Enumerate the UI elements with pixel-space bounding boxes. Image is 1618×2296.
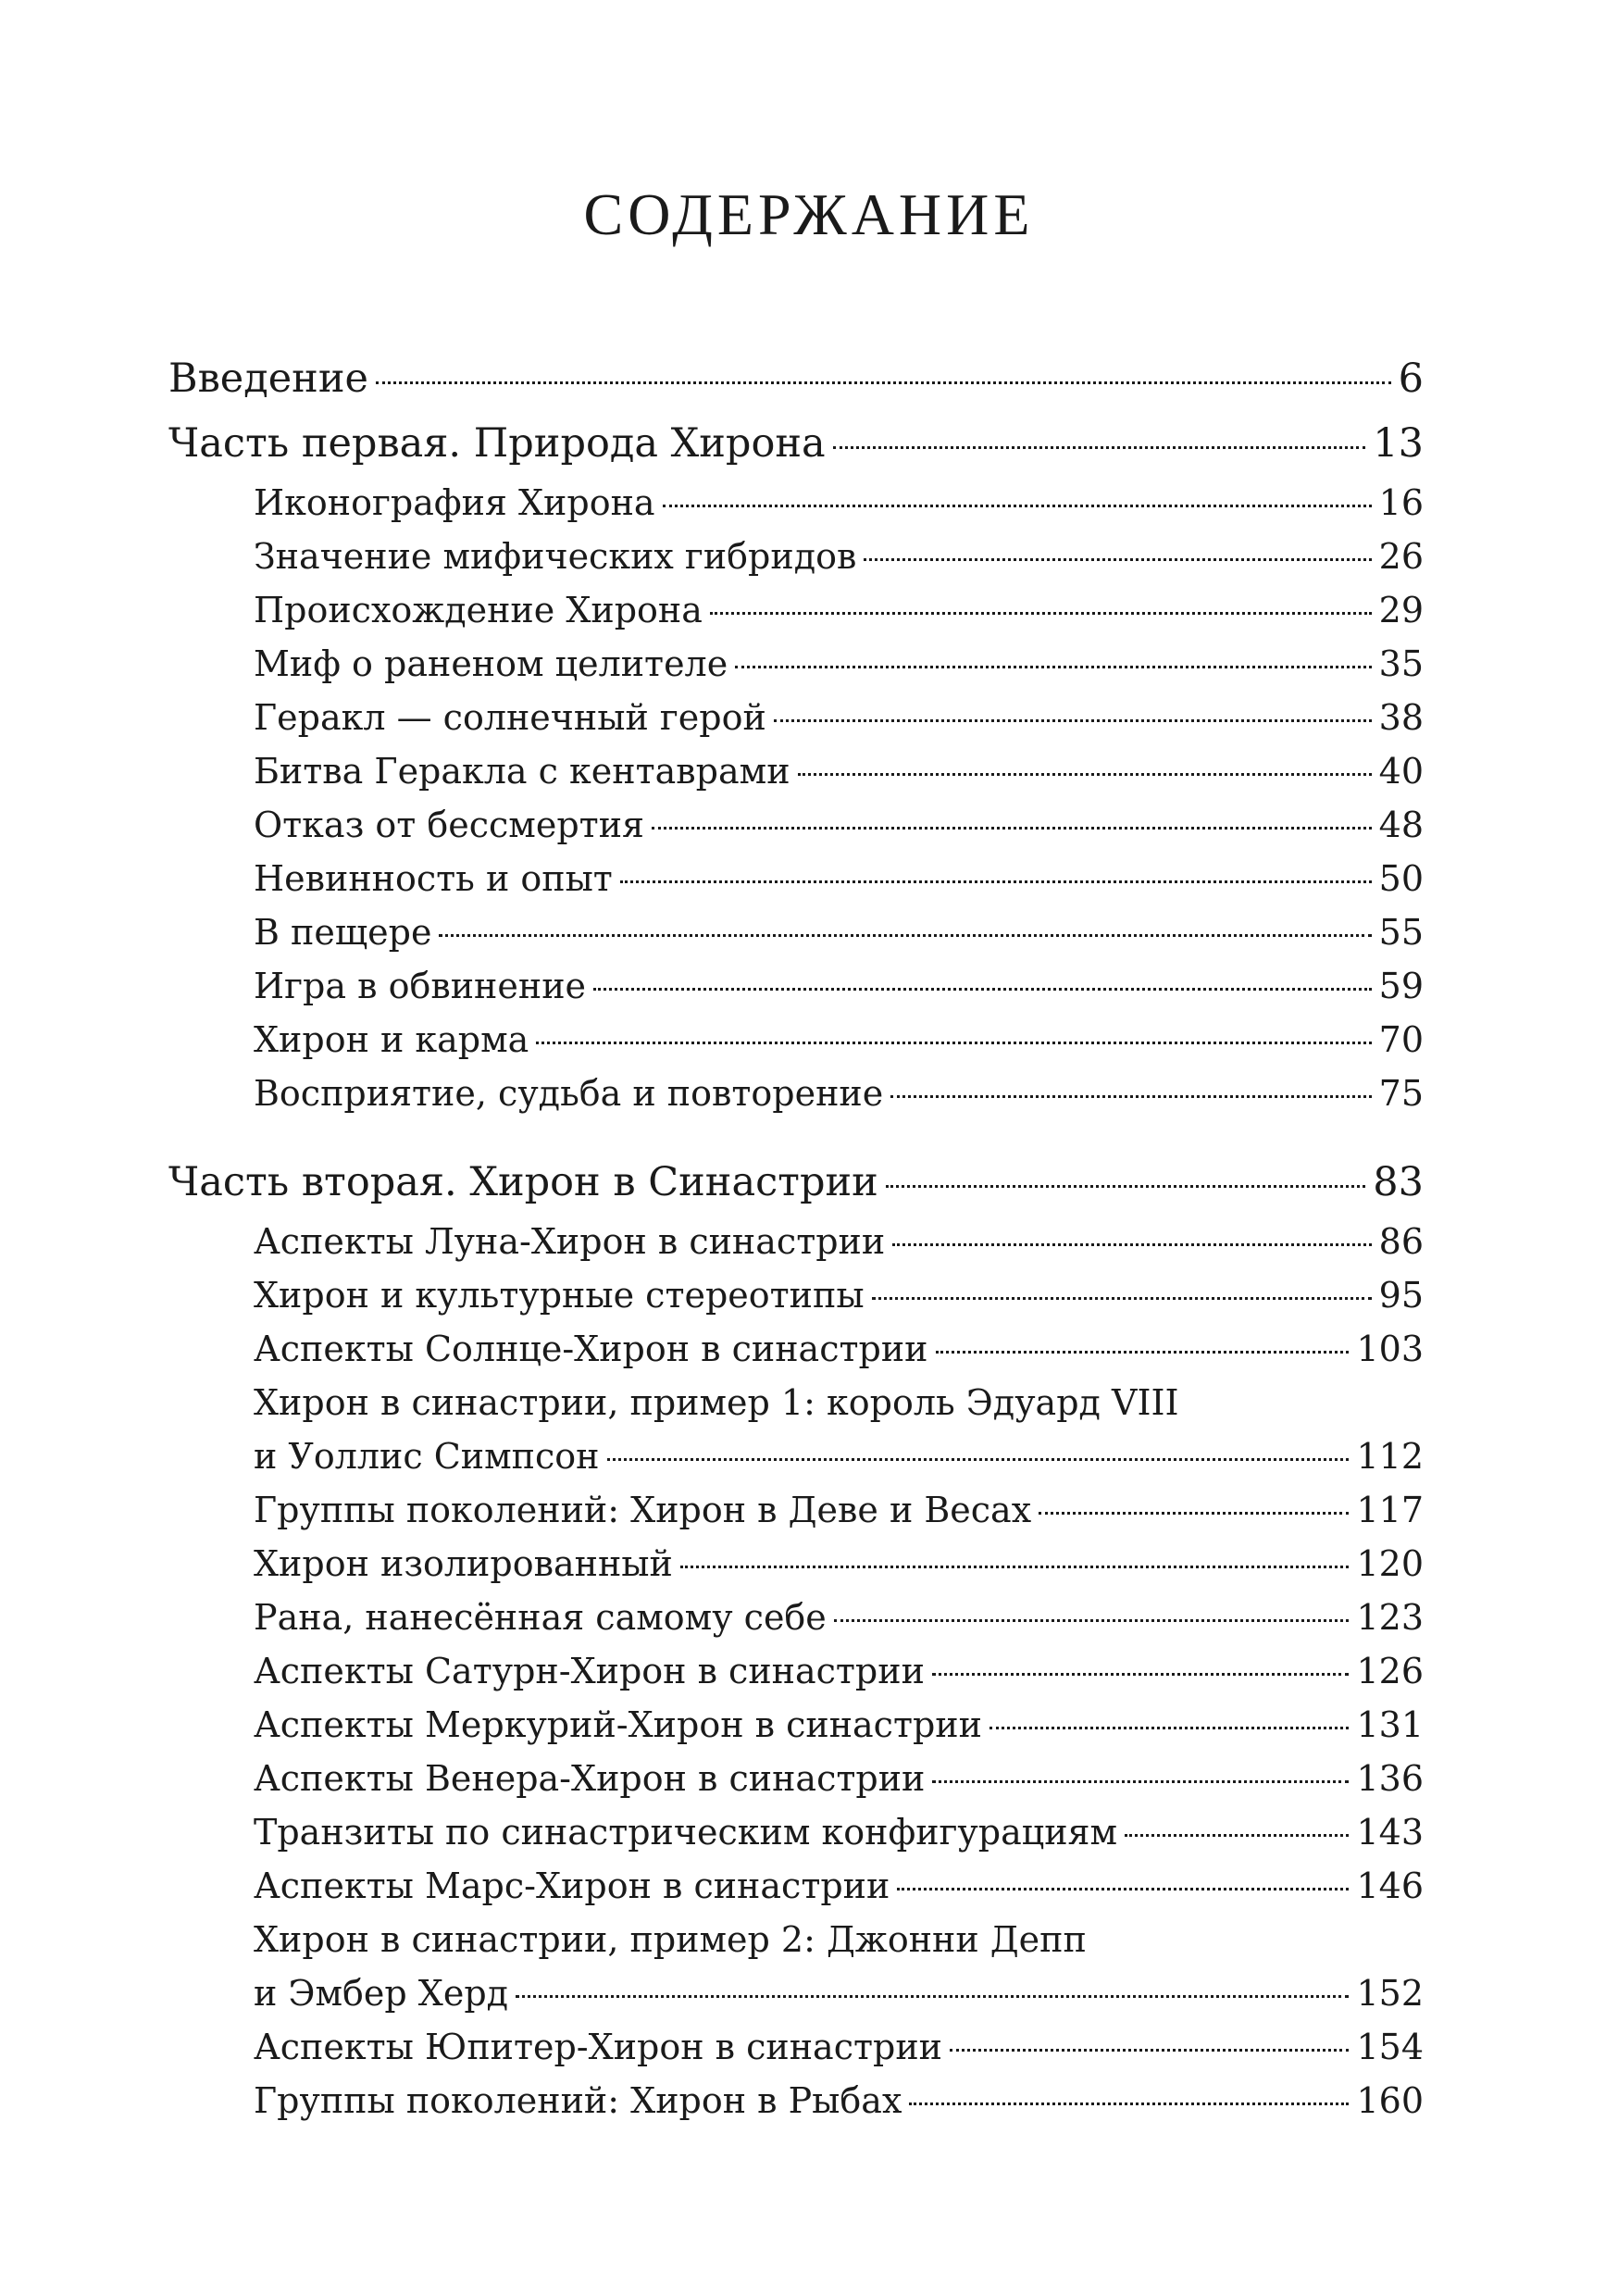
toc-entry-label: Аспекты Венера-Хирон в синастрии <box>254 1758 926 1799</box>
toc-entry-multiline[interactable] <box>168 1376 1424 1483</box>
toc-entry[interactable] <box>168 1859 1424 1913</box>
dot-leader <box>1039 1512 1349 1515</box>
dot-leader <box>932 1780 1349 1783</box>
toc-entry-label: Хирон и культурные стереотипы <box>254 1275 865 1316</box>
dot-leader <box>774 719 1372 722</box>
toc-page-number: 13 <box>1373 420 1424 467</box>
toc-page-number: 75 <box>1378 1073 1424 1114</box>
toc-entry-label: Геракл — солнечный герой <box>254 697 766 738</box>
toc-page-number: 126 <box>1356 1651 1424 1691</box>
toc-entry-first-line: Хирон в синастрии, пример 2: Джонни Депп <box>254 1919 1087 1960</box>
toc-page-number: 35 <box>1378 643 1424 684</box>
toc-entry-label: Миф о раненом целителе <box>254 643 728 684</box>
toc-entry[interactable] <box>168 1067 1424 1120</box>
dot-leader <box>652 827 1372 830</box>
dot-leader <box>663 505 1372 507</box>
dot-leader <box>536 1042 1371 1044</box>
toc-entry-label: Аспекты Марс-Хирон в синастрии <box>254 1866 890 1906</box>
dot-leader <box>1125 1834 1349 1837</box>
dot-leader <box>516 1995 1349 1998</box>
dot-leader <box>834 1619 1350 1622</box>
toc-entry-label: и Эмбер Херд <box>254 1973 509 2014</box>
dot-leader <box>607 1458 1350 1461</box>
toc-entry-label: Иконография Хирона <box>254 482 655 523</box>
dot-leader <box>735 666 1371 668</box>
toc-entry[interactable] <box>168 852 1424 905</box>
toc-page-number: 117 <box>1356 1490 1424 1530</box>
toc-page-number: 40 <box>1378 751 1424 792</box>
dot-leader <box>936 1351 1350 1354</box>
toc-entry[interactable] <box>168 1268 1424 1322</box>
dot-leader <box>710 612 1372 615</box>
toc-entry[interactable] <box>168 1805 1424 1859</box>
toc-entry-label: Аспекты Сатурн-Хирон в синастрии <box>254 1651 925 1691</box>
toc-entry-label: В пещере <box>254 912 432 953</box>
toc-entry-label: Группы поколений: Хирон в Рыбах <box>254 2080 902 2121</box>
dot-leader <box>833 446 1366 449</box>
toc-entry[interactable] <box>168 530 1424 583</box>
toc-entry[interactable] <box>168 1591 1424 1644</box>
toc-entry-label: Значение мифических гибридов <box>254 536 857 577</box>
toc-entry[interactable] <box>168 583 1424 637</box>
toc-entry[interactable] <box>168 637 1424 691</box>
toc-entry[interactable] <box>168 691 1424 744</box>
toc-page-number: 16 <box>1378 482 1424 523</box>
toc-entry[interactable] <box>168 1698 1424 1752</box>
dot-leader <box>909 2103 1349 2105</box>
toc-entry[interactable] <box>168 1752 1424 1805</box>
dot-leader <box>950 2049 1349 2052</box>
toc-page-number: 55 <box>1378 912 1424 953</box>
toc-page-number: 152 <box>1356 1973 1424 2014</box>
toc-page-number: 83 <box>1373 1159 1424 1205</box>
toc-entry-continuation <box>254 1966 1424 2020</box>
toc-entry[interactable] <box>168 1322 1424 1376</box>
toc-page-number: 38 <box>1378 697 1424 738</box>
toc-page-number: 48 <box>1378 805 1424 845</box>
dot-leader <box>872 1297 1372 1300</box>
toc-page-number: 143 <box>1356 1812 1424 1853</box>
dot-leader <box>989 1727 1350 1729</box>
toc-entry-label: Рана, нанесённая самому себе <box>254 1597 827 1638</box>
toc-entry-part[interactable] <box>168 346 1424 411</box>
toc-page-number: 120 <box>1356 1543 1424 1584</box>
dot-leader <box>897 1888 1349 1890</box>
toc-entry[interactable] <box>168 905 1424 959</box>
toc-entry-part[interactable] <box>168 1150 1424 1215</box>
toc-page-number: 59 <box>1378 966 1424 1006</box>
toc-entry[interactable] <box>168 476 1424 530</box>
toc-entry[interactable] <box>168 744 1424 798</box>
toc-page-number: 131 <box>1356 1704 1424 1745</box>
toc-entry[interactable] <box>168 959 1424 1013</box>
toc-page-number: 26 <box>1378 536 1424 577</box>
toc-page-number: 136 <box>1356 1758 1424 1799</box>
toc-entry[interactable] <box>168 1215 1424 1268</box>
toc-entry[interactable] <box>168 2020 1424 2074</box>
toc-entry-label: Игра в обвинение <box>254 966 587 1006</box>
toc-entry-label: Восприятие, судьба и повторение <box>254 1073 884 1114</box>
toc-page-number: 70 <box>1378 1019 1424 1060</box>
table-of-contents <box>168 346 1424 2128</box>
toc-entry[interactable] <box>168 1537 1424 1591</box>
toc-entry-label: Битва Геракла с кентаврами <box>254 751 790 792</box>
toc-entry[interactable] <box>168 2074 1424 2128</box>
dot-leader <box>439 934 1371 937</box>
dot-leader <box>892 1243 1371 1246</box>
toc-entry-continuation <box>254 1429 1424 1483</box>
toc-page-number: 112 <box>1356 1436 1424 1477</box>
toc-entry-label: Аспекты Меркурий-Хирон в синастрии <box>254 1704 982 1745</box>
toc-entry-label: Хирон изолированный <box>254 1543 673 1584</box>
toc-page-number: 29 <box>1378 590 1424 630</box>
toc-entry-label: Аспекты Юпитер-Хирон в синастрии <box>254 2027 942 2067</box>
toc-entry-label: Невинность и опыт <box>254 858 613 899</box>
toc-page-number: 50 <box>1378 858 1424 899</box>
toc-entry-label: Введение <box>168 356 368 402</box>
toc-page-number: 160 <box>1356 2080 1424 2121</box>
toc-entry-label: Часть вторая. Хирон в Синастрии <box>168 1159 878 1205</box>
dot-leader <box>886 1185 1365 1188</box>
dot-leader <box>932 1673 1350 1676</box>
toc-entry-label: и Уоллис Симпсон <box>254 1436 600 1477</box>
toc-entry-label: Аспекты Луна-Хирон в синастрии <box>254 1221 886 1262</box>
toc-entry-label: Транзиты по синастрическим конфигурациям <box>254 1812 1118 1853</box>
toc-entry-label: Отказ от бессмертия <box>254 805 644 845</box>
page-title: СОДЕРЖАНИЕ <box>583 181 1035 247</box>
dot-leader <box>864 558 1371 561</box>
toc-entry[interactable] <box>168 798 1424 852</box>
dot-leader <box>376 381 1391 384</box>
toc-entry[interactable] <box>168 1483 1424 1537</box>
toc-entry-label: Хирон и карма <box>254 1019 529 1060</box>
toc-page-number: 146 <box>1356 1866 1424 1906</box>
toc-entry-multiline[interactable] <box>168 1913 1424 2020</box>
toc-page-number: 6 <box>1398 356 1424 402</box>
toc-entry-label: Часть первая. Природа Хирона <box>168 420 826 467</box>
toc-entry[interactable] <box>168 1644 1424 1698</box>
toc-entry-label: Группы поколений: Хирон в Деве и Весах <box>254 1490 1032 1530</box>
toc-entry-label: Происхождение Хирона <box>254 590 703 630</box>
toc-entry-first-line: Хирон в синастрии, пример 1: король Эдуард VIII <box>254 1382 1179 1423</box>
dot-leader <box>798 773 1372 776</box>
toc-page-number: 86 <box>1378 1221 1424 1262</box>
toc-entry-label: Аспекты Солнце-Хирон в синастрии <box>254 1329 928 1369</box>
toc-page-number: 154 <box>1356 2027 1424 2067</box>
dot-leader <box>890 1095 1371 1098</box>
toc-entry-part[interactable] <box>168 411 1424 476</box>
toc-page-number: 95 <box>1378 1275 1424 1316</box>
toc-page-number: 103 <box>1356 1329 1424 1369</box>
dot-leader <box>620 880 1372 883</box>
dot-leader <box>593 988 1372 991</box>
toc-entry[interactable] <box>168 1013 1424 1067</box>
dot-leader <box>680 1566 1350 1568</box>
toc-page-number: 123 <box>1356 1597 1424 1638</box>
